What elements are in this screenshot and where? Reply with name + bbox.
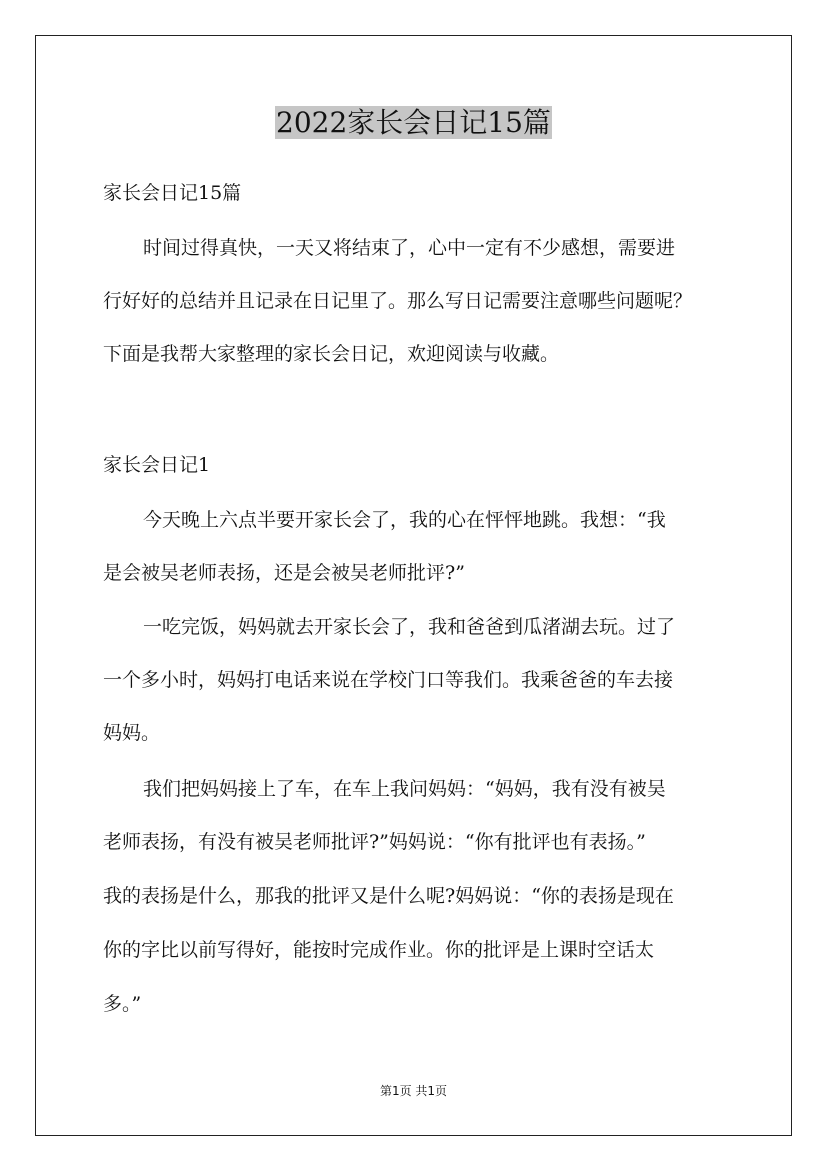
paragraph-1-line-1: 今天晚上六点半要开家长会了，我的心在怦怦地跳。我想：“我	[143, 509, 666, 531]
paragraph-3-line-4: 你的字比以前写得好，能按时完成作业。你的批评是上课时空话太	[103, 939, 655, 961]
paragraph-2-line-1: 一吃完饭，妈妈就去开家长会了，我和爸爸到瓜渚湖去玩。过了	[143, 616, 676, 638]
paragraph-3-line-5: 多。”	[103, 993, 142, 1015]
paragraph-1-line-2: 是会被吴老师表扬，还是会被吴老师批评?”	[103, 562, 465, 584]
subtitle: 家长会日记15篇	[103, 182, 242, 204]
intro-line-3: 下面是我帮大家整理的家长会日记，欢迎阅读与收藏。	[103, 343, 560, 365]
paragraph-3-line-2: 老师表扬，有没有被吴老师批评?”妈妈说：“你有批评也有表扬。”	[103, 831, 646, 853]
document-title-text: 2022家长会日记15篇	[276, 106, 551, 139]
paragraph-2-line-3: 妈妈。	[103, 722, 161, 744]
paragraph-3-line-3: 我的表扬是什么，那我的批评又是什么呢?妈妈说：“你的表扬是现在	[103, 885, 674, 907]
document-title	[0, 103, 827, 143]
page-footer: 第1页 共1页	[379, 1084, 448, 1098]
paragraph-2-line-2: 一个多小时，妈妈打电话来说在学校门口等我们。我乘爸爸的车去接	[103, 669, 674, 691]
intro-line-2: 行好好的总结并且记录在日记里了。那么写日记需要注意哪些问题呢？	[103, 290, 693, 312]
section-heading: 家长会日记1	[103, 454, 211, 476]
paragraph-3-line-1: 我们把妈妈接上了车，在车上我问妈妈：“妈妈，我有没有被吴	[143, 778, 666, 800]
intro-line-1: 时间过得真快，一天又将结束了，心中一定有不少感想，需要进	[143, 237, 676, 259]
